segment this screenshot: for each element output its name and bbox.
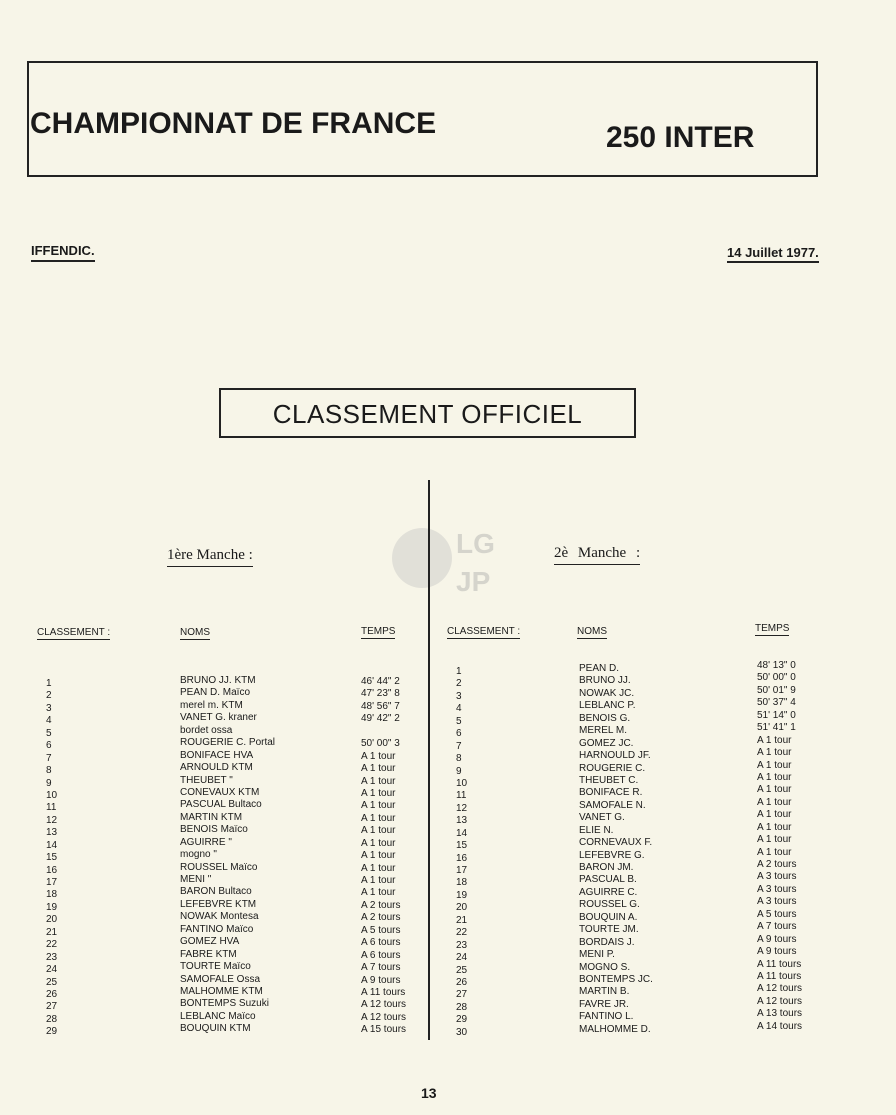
- result-name: merel m. KTM: [180, 699, 243, 711]
- result-name: THEUBET ": [180, 774, 233, 786]
- result-position: 2: [456, 678, 462, 690]
- result-time: A 5 tours: [361, 924, 401, 936]
- result-position: 19: [46, 901, 58, 913]
- result-position: 10: [46, 789, 58, 801]
- result-time: A 1 tour: [757, 796, 792, 808]
- m1-positions: [46, 678, 57, 1039]
- result-time: A 12 tours: [361, 1011, 407, 1023]
- result-position: 12: [46, 814, 58, 826]
- result-time: A 1 tour: [757, 834, 792, 846]
- result-name: NOWAK Montesa: [180, 911, 259, 923]
- m2-positions: [456, 666, 467, 1039]
- result-time: A 12 tours: [757, 983, 803, 995]
- m1-times: [361, 676, 406, 1037]
- result-time: A 9 tours: [361, 974, 401, 986]
- result-position: 6: [46, 740, 52, 752]
- result-name: GOMEZ HVA: [180, 936, 240, 948]
- watermark-lg: LG: [456, 528, 495, 559]
- result-position: 27: [46, 1001, 58, 1013]
- result-name: HARNOULD JF.: [579, 750, 651, 762]
- event-place: IFFENDIC.: [31, 243, 95, 262]
- result-name: ROUSSEL Maïco: [180, 861, 258, 873]
- result-name: NOWAK JC.: [579, 687, 635, 699]
- result-time: A 7 tours: [361, 962, 401, 974]
- result-name: MOGNO S.: [579, 961, 631, 973]
- result-position: 6: [456, 728, 462, 740]
- result-name: MALHOMME D.: [579, 1023, 651, 1035]
- result-time: A 1 tour: [361, 763, 396, 775]
- result-time: A 11 tours: [757, 958, 802, 970]
- result-position: 5: [456, 715, 462, 727]
- result-position: 1: [456, 666, 462, 677]
- result-position: 16: [46, 864, 58, 876]
- result-position: 2: [46, 690, 52, 702]
- result-time: 48' 13" 0: [757, 660, 796, 671]
- result-position: 28: [456, 1001, 468, 1013]
- result-time: A 1 tour: [757, 747, 792, 759]
- result-time: A 11 tours: [757, 970, 802, 982]
- result-position: 8: [456, 753, 462, 765]
- result-time: 50' 37" 4: [757, 697, 796, 709]
- result-time: 50' 00" 3: [361, 738, 400, 750]
- result-position: 10: [456, 777, 468, 789]
- result-position: 12: [456, 802, 468, 814]
- result-time: A 3 tours: [757, 896, 797, 908]
- result-name: MENI ": [180, 874, 212, 885]
- result-time: A 1 tour: [757, 734, 792, 746]
- result-name: PEAN D.: [579, 663, 620, 674]
- result-position: 21: [46, 926, 58, 938]
- result-name: mogno ": [180, 849, 217, 861]
- result-time: A 1 tour: [361, 812, 396, 824]
- result-name: MARTIN KTM: [180, 811, 243, 823]
- m1-header-noms: NOMS: [180, 627, 210, 638]
- result-time: A 15 tours: [361, 1024, 407, 1036]
- m1-header-classement: CLASSEMENT :: [37, 627, 111, 638]
- result-name: FAVRE JR.: [579, 998, 629, 1010]
- m2-header-noms: NOMS: [577, 626, 607, 637]
- result-time: A 7 tours: [757, 921, 797, 933]
- result-time: A 1 tour: [757, 784, 792, 796]
- result-name: CONEVAUX KTM: [180, 786, 260, 798]
- result-name: BONIFACE R.: [579, 787, 643, 799]
- result-position: 7: [456, 740, 462, 752]
- result-time: [361, 726, 406, 738]
- result-time: A 11 tours: [361, 986, 406, 998]
- result-name: BARON Bultaco: [180, 886, 252, 898]
- result-time: A 1 tour: [757, 771, 792, 783]
- result-name: BARON JM.: [579, 862, 634, 873]
- result-position: 30: [456, 1026, 468, 1038]
- result-name: bordet ossa: [180, 724, 233, 736]
- result-name: TOURTE JM.: [579, 924, 639, 936]
- result-time: A 1 tour: [361, 862, 396, 874]
- result-name: PEAN D. Maïco: [180, 687, 251, 699]
- result-position: 25: [456, 964, 468, 976]
- result-name: FANTINO Maïco: [180, 923, 254, 935]
- result-position: 13: [46, 827, 58, 839]
- result-time: A 6 tours: [361, 937, 401, 949]
- m1-header-temps: TEMPS: [361, 626, 396, 637]
- result-position: 25: [46, 976, 58, 988]
- result-name: LEFEBVRE G.: [579, 849, 645, 861]
- result-time: A 1 tour: [361, 825, 396, 837]
- result-time: 50' 00" 0: [757, 672, 796, 684]
- result-name: SAMOFALE Ossa: [180, 973, 261, 985]
- result-position: 18: [46, 889, 58, 901]
- result-position: 22: [456, 927, 468, 939]
- result-name: LEBLANC Maïco: [180, 1010, 256, 1022]
- result-time: A 1 tour: [757, 821, 792, 833]
- result-position: 23: [46, 951, 58, 963]
- result-position: 21: [456, 914, 468, 926]
- page-number: 13: [421, 1085, 437, 1101]
- m1-names: [180, 675, 275, 1036]
- result-name: BONIFACE HVA: [180, 749, 254, 761]
- result-position: 24: [46, 964, 58, 976]
- result-time: A 9 tours: [757, 933, 797, 945]
- result-time: A 12 tours: [361, 999, 407, 1011]
- result-time: A 14 tours: [757, 1020, 803, 1032]
- section-title: CLASSEMENT OFFICIEL: [219, 388, 636, 438]
- result-name: PASCUAL Bultaco: [180, 799, 262, 811]
- result-position: 5: [46, 727, 52, 739]
- result-time: A 9 tours: [757, 946, 797, 958]
- result-time: A 1 tour: [757, 759, 792, 771]
- result-name: MARTIN B.: [579, 986, 630, 998]
- result-name: PASCUAL B.: [579, 874, 637, 886]
- result-name: BRUNO JJ.: [579, 675, 631, 687]
- result-position: 14: [456, 827, 468, 839]
- result-position: 14: [46, 839, 58, 851]
- result-name: VANET G. kraner: [180, 712, 257, 724]
- portrait-icon: [392, 528, 452, 588]
- result-time: A 6 tours: [361, 949, 401, 961]
- result-name: SAMOFALE N.: [579, 799, 646, 811]
- result-time: A 1 tour: [757, 846, 792, 858]
- result-time: A 13 tours: [757, 1008, 803, 1020]
- result-name: THEUBET C.: [579, 774, 639, 786]
- result-position: 27: [456, 989, 468, 1001]
- result-position: 7: [46, 752, 52, 764]
- result-time: A 1 tour: [361, 787, 396, 799]
- result-time: A 1 tour: [361, 837, 396, 849]
- result-name: FANTINO L.: [579, 1011, 634, 1023]
- result-name: ELIE N.: [579, 824, 614, 836]
- result-name: BONTEMPS JC.: [579, 973, 653, 985]
- result-name: VANET G.: [579, 812, 625, 824]
- result-time: A 5 tours: [757, 908, 797, 920]
- result-name: BENOIS G.: [579, 712, 631, 724]
- result-position: 13: [456, 815, 468, 827]
- result-time: 51' 41" 1: [757, 722, 796, 734]
- result-time: A 3 tours: [757, 883, 797, 895]
- result-time: A 2 tours: [361, 899, 401, 911]
- result-time: 50' 01" 9: [757, 684, 796, 696]
- result-name: MALHOMME KTM: [180, 985, 263, 997]
- result-name: ROUSSEL G.: [579, 899, 640, 911]
- result-name: BONTEMPS Suzuki: [180, 998, 269, 1010]
- result-time: A 2 tours: [361, 912, 401, 924]
- result-name: BOUQUIN A.: [579, 911, 638, 923]
- result-name: CORNEVAUX F.: [579, 837, 653, 849]
- category-title: 250 INTER: [606, 121, 755, 154]
- page-title: CHAMPIONNAT DE FRANCE: [30, 107, 437, 140]
- result-position: 22: [46, 939, 58, 951]
- result-position: 26: [456, 976, 468, 988]
- result-time: 48' 56" 7: [361, 700, 400, 712]
- result-time: A 3 tours: [757, 871, 797, 883]
- result-time: A 1 tour: [361, 887, 396, 899]
- result-position: 15: [456, 840, 468, 852]
- result-name: BENOIS Maïco: [180, 824, 248, 836]
- result-position: 9: [46, 777, 52, 789]
- result-time: A 12 tours: [757, 995, 803, 1007]
- result-position: 23: [456, 939, 468, 951]
- result-position: 3: [46, 702, 52, 714]
- result-name: TOURTE Maïco: [180, 961, 251, 973]
- result-position: 24: [456, 952, 468, 964]
- result-name: LEFEBVRE KTM: [180, 898, 257, 910]
- result-position: 3: [456, 690, 462, 702]
- result-time: A 2 tours: [757, 859, 797, 870]
- result-time: 47' 23" 8: [361, 688, 400, 700]
- result-name: MENI P.: [579, 949, 615, 961]
- result-position: 9: [456, 765, 462, 777]
- result-name: ARNOULD KTM: [180, 762, 253, 774]
- result-position: 28: [46, 1013, 58, 1025]
- result-name: ROUGERIE C. Portal: [180, 737, 276, 749]
- watermark-logo: [386, 513, 510, 603]
- result-time: 46' 44" 2: [361, 676, 400, 687]
- m2-header-classement: CLASSEMENT :: [447, 626, 521, 637]
- result-time: A 1 tour: [361, 775, 396, 787]
- manche1-title: 1ère Manche :: [167, 547, 253, 567]
- column-divider: [428, 480, 430, 1040]
- result-name: FABRE KTM: [180, 948, 237, 960]
- result-position: 18: [456, 877, 468, 889]
- result-name: ROUGERIE C.: [579, 762, 646, 774]
- result-position: 15: [46, 852, 58, 864]
- result-name: BORDAIS J.: [579, 936, 635, 948]
- m2-times: [757, 660, 802, 1033]
- result-time: A 1 tour: [361, 800, 396, 812]
- result-time: A 1 tour: [361, 875, 396, 886]
- result-name: AGUIRRE ": [180, 836, 232, 848]
- result-position: 26: [46, 988, 58, 1000]
- m2-header-temps: TEMPS: [755, 623, 790, 634]
- result-name: BOUQUIN KTM: [180, 1023, 251, 1035]
- result-position: 29: [46, 1026, 58, 1038]
- result-time: A 1 tour: [361, 850, 396, 862]
- m2-names: [579, 663, 653, 1036]
- result-time: A 1 tour: [757, 809, 792, 821]
- result-name: LEBLANC P.: [579, 700, 636, 712]
- result-time: 51' 14" 0: [757, 709, 796, 721]
- result-position: 19: [456, 889, 468, 901]
- result-position: 17: [46, 877, 58, 888]
- result-position: 8: [46, 765, 52, 777]
- event-date: 14 Juillet 1977.: [727, 245, 819, 263]
- watermark-jp: JP: [456, 566, 491, 597]
- manche2-title: 2è Manche :: [554, 545, 640, 565]
- result-position: 11: [456, 790, 467, 802]
- result-position: 20: [456, 902, 468, 914]
- result-name: GOMEZ JC.: [579, 737, 634, 749]
- result-position: 11: [46, 802, 57, 814]
- result-position: 4: [46, 715, 52, 727]
- result-name: MEREL M.: [579, 725, 627, 737]
- result-position: 16: [456, 852, 468, 864]
- result-position: 29: [456, 1014, 468, 1026]
- result-time: 49' 42" 2: [361, 713, 400, 725]
- result-position: 17: [456, 865, 468, 876]
- result-position: 20: [46, 914, 58, 926]
- result-name: AGUIRRE C.: [579, 886, 638, 898]
- result-position: 4: [456, 703, 462, 715]
- result-time: A 1 tour: [361, 750, 396, 762]
- result-position: 1: [46, 678, 52, 689]
- result-name: BRUNO JJ. KTM: [180, 675, 256, 686]
